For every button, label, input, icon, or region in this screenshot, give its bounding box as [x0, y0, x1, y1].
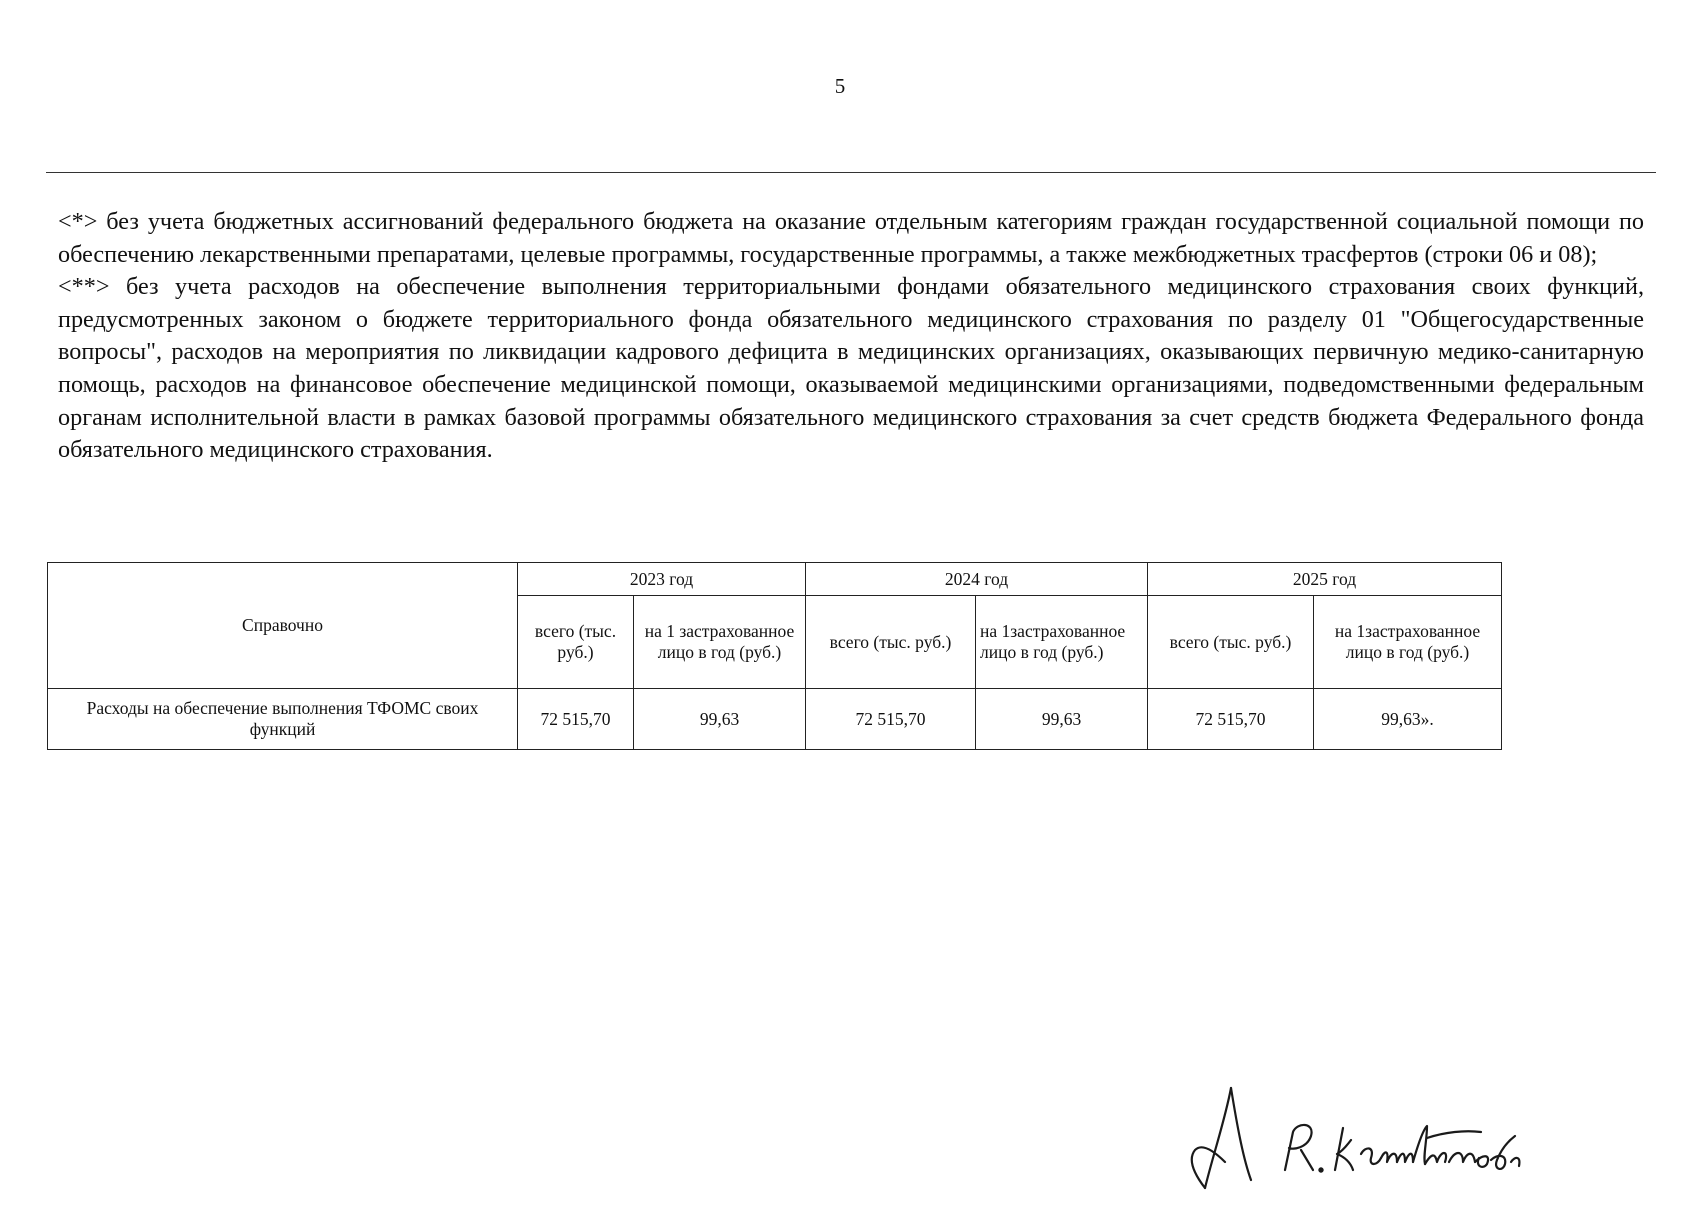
header-rule: [46, 172, 1656, 173]
handwritten-signature: [1165, 1070, 1565, 1200]
value-2023-total: 72 515,70: [518, 689, 634, 750]
value-2023-per-person: 99,63: [634, 689, 806, 750]
subheader-2023-per-person: на 1 застрахованное лицо в год (руб.): [634, 596, 806, 689]
footnote-one-star: <*> без учета бюджетных ассигнований федерального бюджета на оказание отдельным категориям граждан государственной социальной помощи по обеспечению лекарственными препаратами, целевые программы, государственные программы, а также межбюджетных трасфертов (строки 06 и 08);: [58, 208, 1644, 268]
subheader-2023-total: всего (тыс. руб.): [518, 596, 634, 689]
year-2024-header: 2024 год: [806, 563, 1148, 596]
corner-label-cell: Справочно: [48, 563, 518, 689]
subheader-2025-per-person: на 1застрахованное лицо в год (руб.): [1314, 596, 1502, 689]
value-2024-per-person: 99,63: [976, 689, 1148, 750]
signature-drawing: [1165, 1070, 1565, 1200]
value-2024-total: 72 515,70: [806, 689, 976, 750]
table-header-years: [48, 563, 1502, 596]
page-number: 5: [834, 74, 846, 98]
value-2025-total: 72 515,70: [1148, 689, 1314, 750]
subheader-2024-total: всего (тыс. руб.): [806, 596, 976, 689]
table-row: [48, 689, 1502, 750]
row-label: Расходы на обеспечение выполнения ТФОМС своих функций: [48, 689, 518, 750]
value-2025-per-person: 99,63».: [1314, 689, 1502, 750]
reference-table: [47, 562, 1502, 750]
footnote-two-stars: <**> без учета расходов на обеспечение выполнения территориальными фондами обязательного медицинского страхования своих функций, предусмотренных законом о бюджете территориального фонда обязательного медицинского страхования по разделу 01 "Общегосударственные вопросы", расходов на мероприятия по ликвидации кадрового дефицита в медицинских организациях, оказывающих первичную медико-санитарную помощь, расходов на финансовое обеспечение медицинской помощи, оказываемой медицинскими организациями, подведомственными федеральным органам исполнительной власти в рамках базовой программы обязательного медицинского страхования за счет средств бюджета Федерального фонда обязательного медицинского страхования.: [58, 273, 1644, 464]
year-2025-header: 2025 год: [1148, 563, 1502, 596]
subheader-2025-total: всего (тыс. руб.): [1148, 596, 1314, 689]
subheader-2024-per-person: на 1застрахованное лицо в год (руб.): [976, 596, 1148, 689]
year-2023-header: 2023 год: [518, 563, 806, 596]
footnotes: [58, 206, 1644, 467]
